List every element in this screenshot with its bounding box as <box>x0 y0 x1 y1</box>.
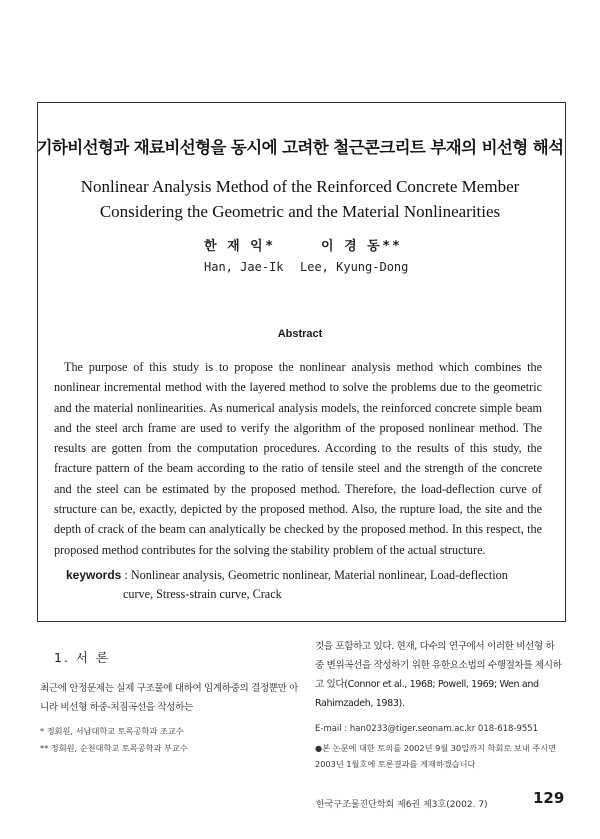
title-english-line-1: Nonlinear Analysis Method of the Reinforced Concrete Member <box>80 177 520 196</box>
keywords <box>66 566 546 604</box>
author-1-name-korean: 한 재 익* <box>204 239 276 254</box>
keywords-line-2: curve, Stress-strain curve, Crack <box>123 587 282 601</box>
abstract-text: The purpose of this study is to propose the nonlinear analysis method which combines the nonlinear incremental method with the layered method to solve the problems due to the geometric and the material nonlinearities. As numerical analysis models, the reinforced concrete simple beam and the steel arch frame are used to verify the algorithm of the proposed nonlinear method. The results are gotten from the computation procedures. According to the results of this study, the fracture pattern of the beam according to the ratio of tensile steel and the strength of the concrete and the steel can be estimated by the proposed method. Therefore, the load-deflection curve of structure can be, exactly, depicted by the proposed method. Also, the rupture load, the site and the depth of crack of the beam can analytically be checked by the proposed method. In this respect, the proposed method contributes for the solving the stability problem of the actual structure. <box>54 360 542 557</box>
footnote-author-2: ** 정회원, 순천대학교 토목공학과 부교수 <box>40 743 188 753</box>
keywords-line-1: : Nonlinear analysis, Geometric nonlinear, Material nonlinear, Load-deflection <box>124 568 508 582</box>
abstract-heading: Abstract <box>277 328 323 340</box>
page-number: 129 <box>533 789 565 807</box>
author-1-name-english: Han, Jae-Ik <box>204 260 284 274</box>
author-2-name-english: Lee, Kyung-Dong <box>300 260 409 274</box>
discussion-notice: ●본 논문에 대한 토의를 2002년 9월 30일까지 학회로 보내 주시면 2003년 1월호에 토론결과를 게재하겠습니다 <box>315 743 557 769</box>
journal-info: 한국구조물진단학회 제6권 제3호(2002. 7) <box>316 800 488 810</box>
author-2-name-korean: 이 경 동** <box>321 239 403 254</box>
body-left-column: 최근에 안정문제는 실제 구조물에 대하여 임계하중의 결정뿐만 아니라 비선형 하중-처짐곡선을 작성하는 <box>40 683 298 713</box>
section-title-introduction: 1. 서 론 <box>54 650 111 665</box>
title-korean: 기하비선형과 재료비선형을 동시에 고려한 철근콘크리트 부재의 비선형 해석 <box>36 138 564 157</box>
title-english-line-2: Considering the Geometric and the Material Nonlinearities <box>99 202 501 221</box>
body-right-column: 것을 포함하고 있다. 현재, 다수의 연구에서 이러한 비선형 하중 변위곡선을 작성하기 위한 유한요소법의 수행절차를 제시하고 있다(Connor et al., 1968; Powell, 1969; Wen and Rahimzadeh, 1983). <box>315 641 562 709</box>
contact-email: E-mail : han0233@tiger.seonam.ac.kr 018-618-9551 <box>315 724 539 734</box>
footnote-author-1: * 정회원, 서남대학교 토목공학과 조교수 <box>40 726 184 736</box>
keywords-label: keywords <box>66 568 122 582</box>
